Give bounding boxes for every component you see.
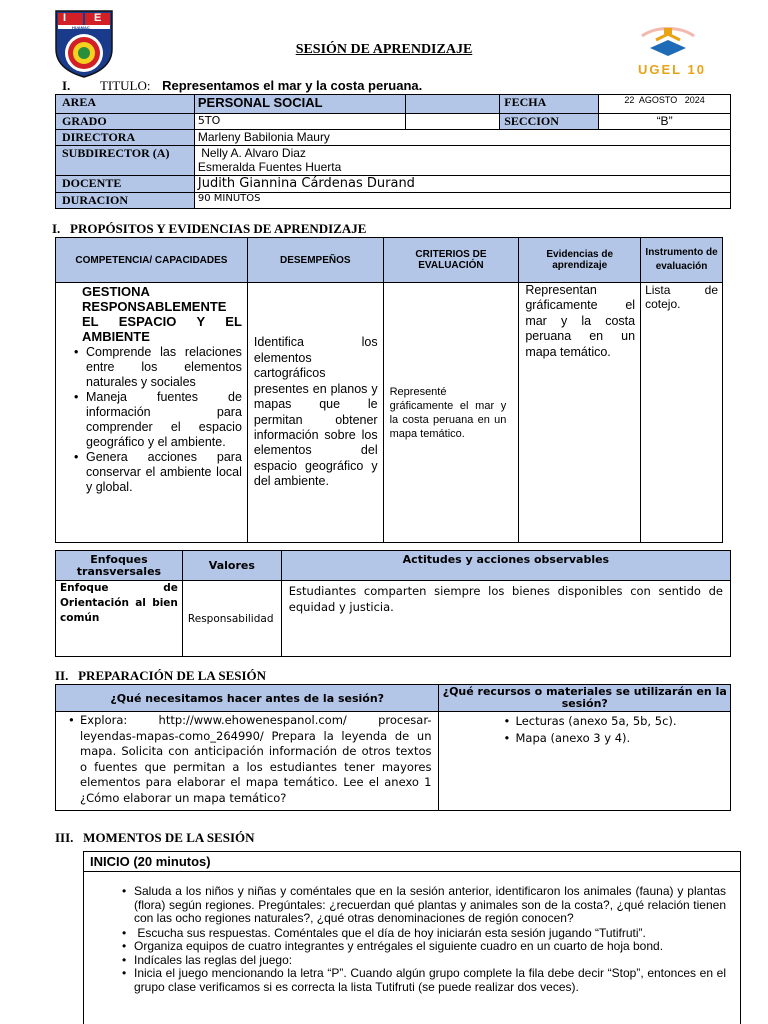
col-header-competencia: COMPETENCIA/ CAPACIDADES [56, 238, 248, 283]
capacidades-list [68, 345, 242, 495]
inicio-title-box [83, 851, 741, 872]
recurso-item: • Lecturas (anexo 5a, 5b, 5c). [515, 713, 724, 730]
directora-value: Marleny Babilonia Maury [194, 130, 730, 146]
logo-letter-e: E [94, 12, 102, 24]
ugel-logo [636, 26, 706, 78]
seccion-value: “B” [599, 114, 731, 130]
col-header-valores: Valores [182, 551, 281, 581]
titulo-label: TITULO [99, 78, 147, 93]
col-header-evidencias: Evidencias de aprendizaje [519, 238, 641, 283]
momentos-heading: III. MOMENTOS DE LA SESIÓN [55, 830, 255, 845]
titulo-value: Representamos el mar y la costa peruana. [162, 78, 423, 93]
docente-label: DOCENTE [56, 176, 195, 193]
logo-band: HUAMAC [72, 24, 90, 30]
col-header-actitudes: Actitudes y acciones observables [281, 551, 730, 581]
docente-value: Judith Giannina Cárdenas Durand [194, 176, 730, 193]
fecha-label: FECHA [500, 95, 599, 114]
duracion-label: DURACION [56, 193, 195, 209]
preparacion-table [55, 684, 731, 811]
subdirector-2: Esmeralda Fuentes Huerta [197, 160, 342, 174]
propositos-heading: I. PROPÓSITOS Y EVIDENCIAS DE APRENDIZAJE [52, 221, 367, 236]
antes-cell [56, 712, 439, 811]
ugel-text: UGEL 10 [638, 62, 706, 77]
col-header-criterios: CRITERIOS DE EVALUACIÓN [383, 238, 519, 283]
grado-value: 5TO [194, 114, 405, 130]
area-value: PERSONAL SOCIAL [194, 95, 405, 114]
competencia-cell [56, 283, 248, 543]
capacidad-item: • Genera acciones para conservar el ambiente local y global. [86, 450, 242, 495]
competencia-title: GESTIONA RESPONSABLEMENTE EL ESPACIO Y EL AMBIENTE [82, 284, 242, 344]
criterio-cell: Representé gráficamente el mar y la costa peruana en un mapa temático. [383, 283, 519, 543]
antes-item: • Explora: http://www.ehowenespanol.com/ procesar-leyendas-mapas-como_264990/ Prepara la leyenda de un mapa. Solicita con anticipación información de otros textos o fuentes que permitan a los estudiantes tener mayores elementos para elaborar el mapa temático. Lee el anexo 1 ¿Cómo elaborar un mapa temático? [80, 713, 431, 806]
valor-cell: Responsabilidad [182, 581, 281, 657]
recursos-cell [439, 712, 731, 811]
propositos-table [55, 237, 723, 543]
fecha-value: 22 AGOSTO 2024 [599, 95, 731, 114]
capacidad-item: • Comprende las relaciones entre los elementos naturales y sociales [86, 345, 242, 390]
titulo-number: I. [62, 78, 71, 93]
duracion-value: 90 MINUTOS [194, 193, 730, 209]
inicio-item: • Saluda a los niños y niñas y coméntales que en la sesión anterior, identificaron los animales (fauna) y plantas (flora) según regiones. Pregúntales: ¿recuerdan qué plantas y animales son de la costa?, ¿qué relación tienen con las ocho regiones naturales?, ¿qué otras denominaciones de región conocen? [134, 885, 726, 926]
evidencia-cell: Representan gráficamente el mar y la costa peruana en un mapa temático. [519, 283, 641, 543]
seccion-label: SECCION [500, 114, 599, 130]
inicio-item: • Inicia el juego mencionando la letra “P”. Cuando algún grupo complete la fila debe decir “Stop”, entonces en el grupo clase verificamos si es correcta la lista Tutifruti (se puede realizar dos veces). [134, 967, 726, 994]
area-label: AREA [56, 95, 195, 114]
titulo-colon: : [146, 78, 151, 93]
inicio-item: • Escucha sus respuestas. Coméntales que el día de hoy iniciarán esta sesión jugando “Tutifruti”. [134, 927, 726, 941]
inicio-item: • Organiza equipos de cuatro integrantes y entrégales el siguiente cuadro en un cuarto de hoja bond. [134, 940, 726, 954]
col-header-enfoques: Enfoques transversales [56, 551, 183, 581]
preparacion-heading: II. PREPARACIÓN DE LA SESIÓN [55, 668, 267, 683]
actitud-cell: Estudiantes comparten siempre los bienes disponibles con sentido de equidad y justicia. [281, 581, 730, 657]
col-header-recursos: ¿Qué recursos o materiales se utilizarán en la sesión? [439, 685, 731, 712]
inicio-content-box [83, 871, 741, 1024]
titulo-row [62, 78, 422, 94]
directora-label: DIRECTORA [56, 130, 195, 146]
enfoques-table [55, 550, 731, 657]
subdirector-label: SUBDIRECTOR (A) [56, 146, 195, 176]
col-header-desempenos: DESEMPEÑOS [247, 238, 383, 283]
logo-letter-i: I [63, 12, 67, 24]
info-table [55, 94, 731, 209]
grado-label: GRADO [56, 114, 195, 130]
instrumento-cell: Lista de cotejo. [641, 283, 723, 543]
desempeno-cell: Identifica los elementos cartográficos presentes en planos y mapas que le permitan obtener información sobre los elementos del espacio geográfico y del ambiente. [247, 283, 383, 543]
grado-blank [405, 114, 500, 130]
page-title: SESIÓN DE APRENDIZAJE [295, 42, 473, 57]
enfoque-cell: Enfoque de Orientación al bien común [56, 581, 183, 657]
subdirector-1: Nelly A. Alvaro Diaz [197, 146, 306, 160]
capacidad-item: • Maneja fuentes de información para comprender el espacio geográfico y el ambiente. [86, 390, 242, 450]
inicio-item: • Indícales las reglas del juego: [134, 954, 726, 968]
recurso-item: • Mapa (anexo 3 y 4). [515, 730, 724, 747]
area-blank [405, 95, 500, 114]
col-header-antes: ¿Qué necesitamos hacer antes de la sesión? [56, 685, 439, 712]
subdirector-cell [194, 146, 730, 176]
inicio-title: INICIO (20 minutos) [90, 854, 211, 869]
col-header-instrumento: Instrumento de evaluación [641, 238, 723, 283]
